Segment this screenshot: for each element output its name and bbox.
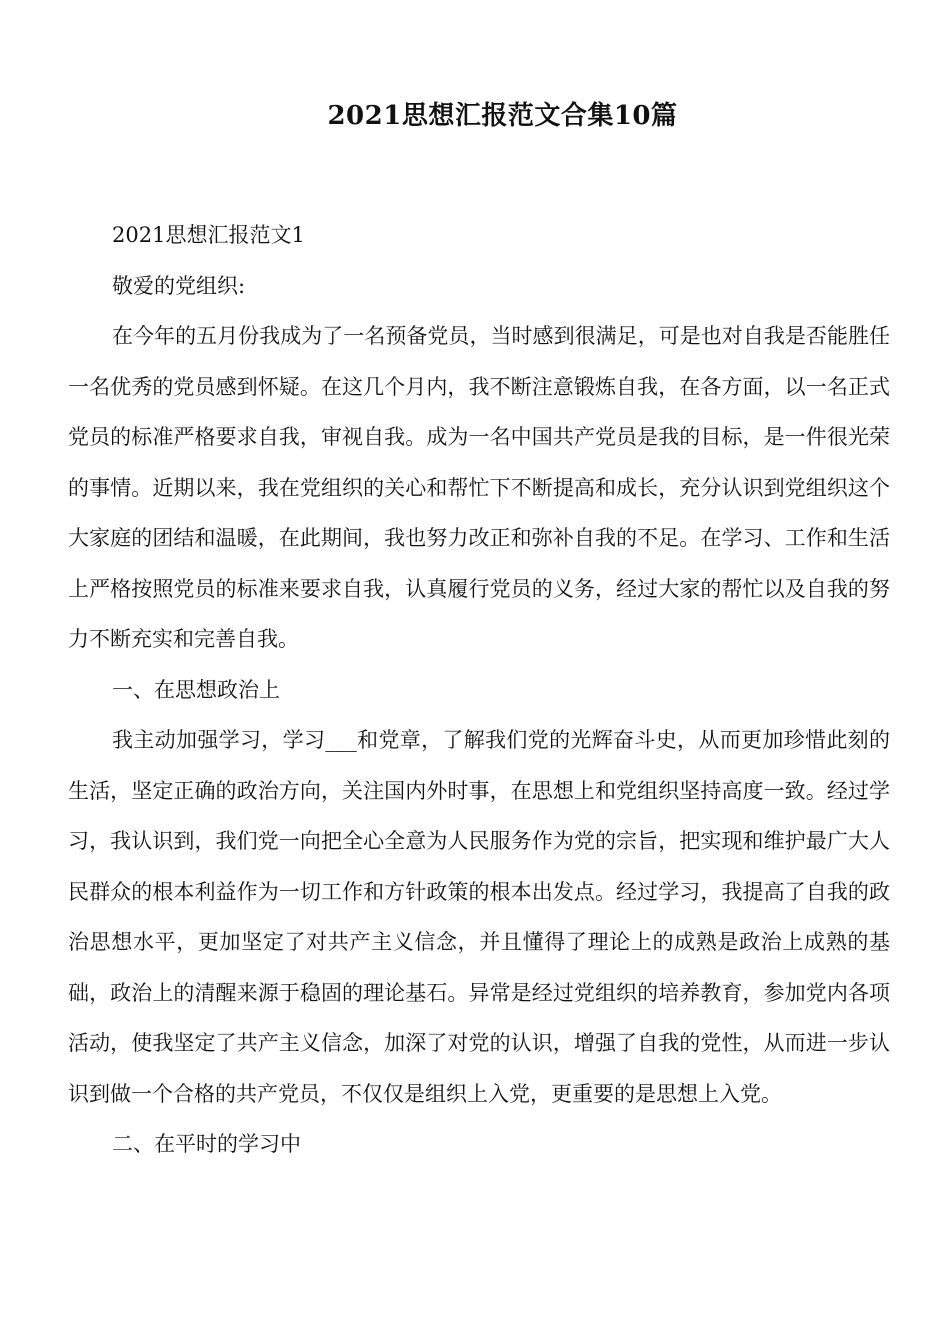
document-title: 2021思想汇报范文合集10篇 <box>327 101 678 131</box>
subsection-heading: 一、在思想政治上 <box>112 677 280 702</box>
paragraph: 我主动加强学习，学习___和党章，了解我们党的光辉奋斗史，从而更加珍惜此刻的生活，坚定正确的政治方向，关注国内外时事，在思想上和党组织坚持高度一致。经过学习，我认识到，我们党一向把全心全意为人民服务作为党的宗旨，把实现和维护最广大人民群众的根本利益作为一切工作和方针政策的根本出发点。经过学习，我提高了自我的政治思想水平，更加坚定了对共产主义信念，并且懂得了理论上的成熟是政治上成熟的基础，政治上的清醒来源于稳固的理论基石。异常是经过党组织的培养教育，参加党内各项活动，使我坚定了共产主义信念，加深了对党的认识，增强了自我的党性，从而进一步认识到做一个合格的共产党员，不仅仅是组织上入党，更重要的是思想上入党。 <box>68 728 890 1106</box>
salutation: 敬爱的党组织: <box>112 273 246 298</box>
paragraph: 在今年的五月份我成为了一名预备党员，当时感到很满足，可是也对自我是否能胜任一名优秀的党员感到怀疑。在这几个月内，我不断注意锻炼自我，在各方面，以一名正式党员的标准严格要求自我，审视自我。成为一名中国共产党员是我的目标，是一件很光荣的事情。近期以来，我在党组织的关心和帮忙下不断提高和成长，充分认识到党组织这个大家庭的团结和温暖，在此期间，我也努力改正和弥补自我的不足。在学习、工作和生活上严格按照党员的标准来要求自我，认真履行党员的义务，经过大家的帮忙以及自我的努力不断充实和完善自我。 <box>68 324 890 651</box>
subsection-heading: 二、在平时的学习中 <box>112 1132 301 1156</box>
document-body <box>68 210 890 1170</box>
section-heading: 2021思想汇报范文1 <box>112 223 305 247</box>
